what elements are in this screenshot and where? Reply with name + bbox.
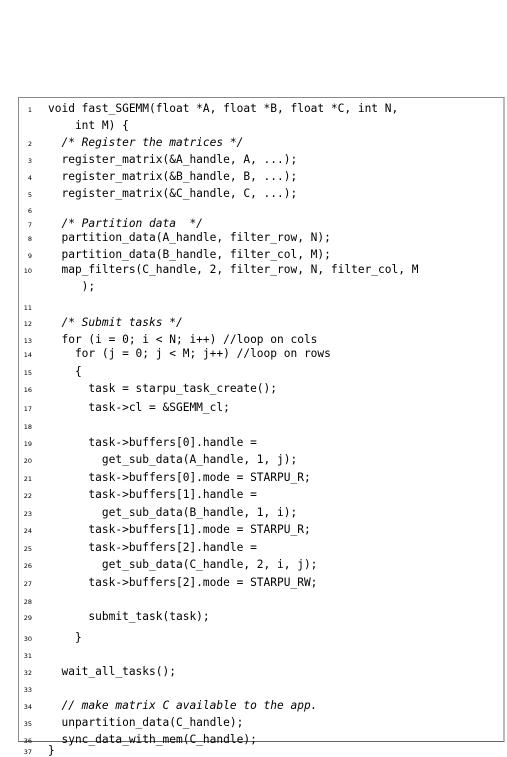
code-line: { <box>48 365 82 378</box>
code-line: task->buffers[2].handle = <box>48 541 257 554</box>
line-number: 10 <box>23 267 32 275</box>
code-line: task->buffers[1].mode = STARPU_R; <box>48 523 311 536</box>
line-number: 22 <box>23 492 32 500</box>
line-number: 15 <box>23 369 32 377</box>
line-number: 31 <box>23 652 32 660</box>
line-number: 9 <box>27 252 32 260</box>
code-line: task->buffers[2].mode = STARPU_RW; <box>48 576 318 589</box>
code-line: task->buffers[0].handle = <box>48 436 257 449</box>
line-number: 26 <box>23 562 32 570</box>
line-number: 37 <box>23 748 32 757</box>
line-number: 32 <box>23 669 32 677</box>
code-line: ); <box>48 280 96 293</box>
line-number: 3 <box>27 157 32 165</box>
code-comment-line: /* Register the matrices */ <box>48 136 244 149</box>
line-number: 19 <box>23 440 32 448</box>
line-number: 21 <box>23 475 32 483</box>
code-line: partition_data(A_handle, filter_row, N); <box>48 231 331 244</box>
line-number: 30 <box>23 635 32 643</box>
line-number: 11 <box>23 304 32 312</box>
line-number: 33 <box>23 686 32 694</box>
line-number: 7 <box>27 221 32 229</box>
line-number: 1 <box>27 106 32 114</box>
code-line: sync_data_with_mem(C_handle); <box>48 733 257 746</box>
line-number: 17 <box>23 405 32 413</box>
line-number: 5 <box>27 191 32 199</box>
code-comment-line: /* Submit tasks */ <box>48 316 183 329</box>
code-listing <box>18 97 505 757</box>
code-line: task->cl = &SGEMM_cl; <box>48 401 230 414</box>
code-line: int M) { <box>48 119 129 132</box>
line-number: 18 <box>23 423 32 431</box>
line-number: 8 <box>27 235 32 243</box>
code-line: get_sub_data(A_handle, 1, j); <box>48 453 298 466</box>
line-number: 23 <box>23 510 32 518</box>
line-number: 34 <box>23 703 32 711</box>
line-number: 25 <box>23 545 32 553</box>
code-line: task = starpu_task_create(); <box>48 382 278 395</box>
line-number: 12 <box>23 320 32 328</box>
code-line: get_sub_data(C_handle, 2, i, j); <box>48 558 318 571</box>
line-number: 36 <box>23 737 32 745</box>
code-line: task->buffers[0].mode = STARPU_R; <box>48 471 311 484</box>
code-line: unpartition_data(C_handle); <box>48 716 244 729</box>
line-number: 35 <box>23 720 32 728</box>
line-number: 28 <box>23 598 32 606</box>
line-number: 20 <box>23 457 32 465</box>
line-number: 4 <box>27 174 32 182</box>
line-number: 16 <box>23 386 32 394</box>
code-line: wait_all_tasks(); <box>48 665 176 678</box>
code-line: partition_data(B_handle, filter_col, M); <box>48 248 331 261</box>
line-number: 29 <box>23 614 32 622</box>
code-comment-line: // make matrix C available to the app. <box>48 699 318 712</box>
code-line: task->buffers[1].handle = <box>48 488 257 501</box>
line-number: 14 <box>23 351 32 359</box>
code-line: for (i = 0; i < N; i++) //loop on cols <box>48 333 318 346</box>
code-line: map_filters(C_handle, 2, filter_row, N, filter_col, M <box>48 263 419 276</box>
code-line: void fast_SGEMM(float *A, float *B, float *C, int N, <box>48 102 399 115</box>
code-comment-line: /* Partition data */ <box>48 217 203 230</box>
code-line: register_matrix(&A_handle, A, ...); <box>48 153 298 166</box>
line-number: 24 <box>23 527 32 535</box>
line-number: 13 <box>23 337 32 345</box>
line-number: 27 <box>23 580 32 588</box>
line-number: 2 <box>27 140 32 148</box>
code-line: } <box>48 744 55 757</box>
code-line: register_matrix(&C_handle, C, ...); <box>48 187 298 200</box>
line-number: 6 <box>27 207 32 215</box>
code-line: get_sub_data(B_handle, 1, i); <box>48 506 298 519</box>
code-line: for (j = 0; j < M; j++) //loop on rows <box>48 347 331 360</box>
code-line: register_matrix(&B_handle, B, ...); <box>48 170 298 183</box>
code-line: submit_task(task); <box>48 610 210 623</box>
code-line: } <box>48 631 82 644</box>
